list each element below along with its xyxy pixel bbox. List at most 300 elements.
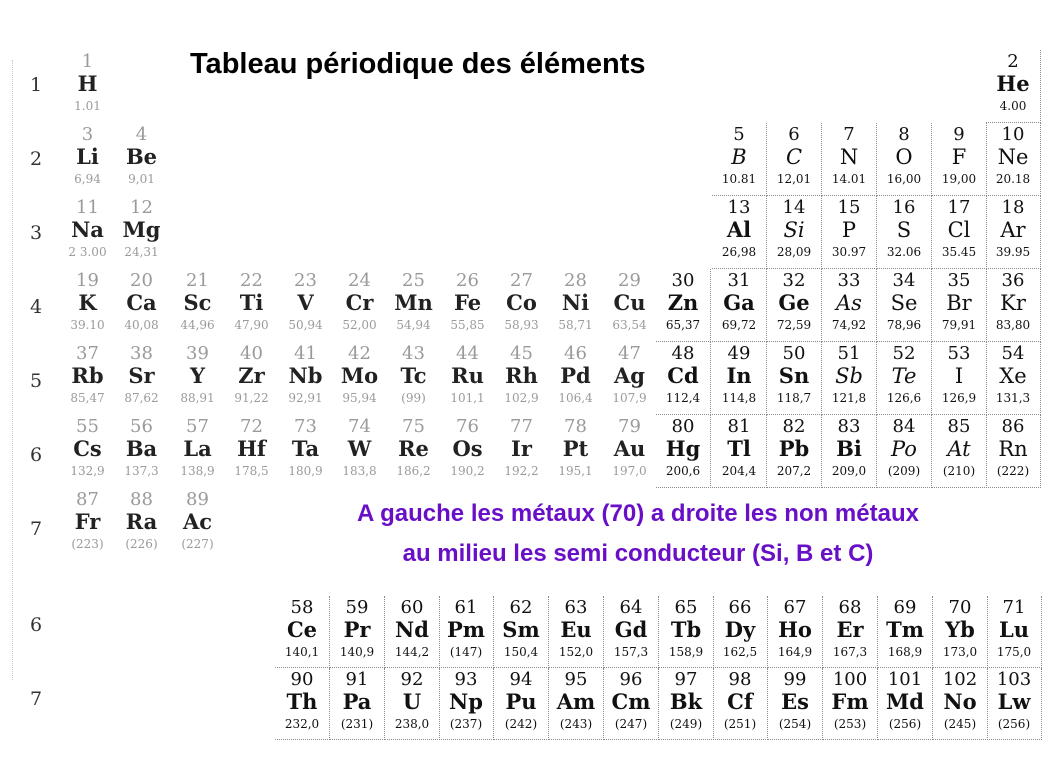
atomic-mass: (247)	[614, 717, 648, 731]
element-symbol: No	[943, 689, 977, 714]
atomic-number: 27	[510, 270, 533, 291]
element-y	[170, 342, 225, 415]
atomic-number: 67	[783, 597, 807, 618]
element-ce	[275, 596, 330, 668]
element-pt	[548, 415, 603, 488]
atomic-mass: 131,3	[995, 391, 1031, 405]
element-symbol: Hg	[665, 436, 701, 461]
element-symbol: Dy	[724, 617, 756, 642]
atomic-mass: 175,0	[996, 645, 1032, 659]
element-cf	[713, 668, 768, 740]
element-ca	[114, 269, 169, 342]
atomic-number: 34	[892, 270, 916, 291]
element-mn	[386, 269, 441, 342]
atomic-number: 95	[564, 669, 588, 690]
element-symbol: Br	[946, 291, 972, 315]
element-symbol: Cm	[611, 689, 651, 714]
element-es	[768, 668, 823, 740]
atomic-number: 49	[727, 343, 751, 364]
element-symbol: Se	[890, 291, 918, 315]
element-symbol: Gd	[614, 617, 648, 642]
element-symbol: Cr	[345, 290, 374, 315]
scan-edge-specks	[12, 60, 17, 680]
element-at	[932, 415, 987, 488]
element-mo	[332, 342, 387, 415]
element-ru	[440, 342, 495, 415]
atomic-number: 55	[76, 416, 99, 437]
atomic-number: 75	[402, 416, 425, 437]
atomic-number: 3	[81, 124, 94, 145]
element-sm	[494, 596, 549, 668]
element-cs	[60, 415, 115, 488]
element-symbol: Rb	[71, 363, 104, 388]
element-symbol: Sr	[128, 363, 155, 388]
element-symbol: Kr	[1000, 291, 1026, 315]
element-er	[823, 596, 878, 668]
element-symbol: Po	[891, 437, 917, 461]
element-yb	[933, 596, 988, 668]
element-symbol: Ti	[239, 290, 264, 315]
atomic-mass: 55,85	[450, 318, 485, 332]
element-symbol: Be	[125, 144, 158, 169]
atomic-mass: 92,91	[288, 391, 323, 405]
atomic-mass: 126,6	[886, 391, 922, 405]
atomic-number: 5	[733, 124, 745, 145]
atomic-number: 11	[76, 197, 99, 218]
atomic-mass: 28,09	[776, 245, 812, 259]
atomic-mass: (223)	[71, 537, 104, 551]
element-symbol: Xe	[999, 364, 1027, 388]
element-pr	[330, 596, 385, 668]
element-h	[60, 50, 115, 123]
element-tc	[386, 342, 441, 415]
element-ac	[170, 488, 225, 561]
element-re	[386, 415, 441, 488]
atomic-number: 83	[837, 416, 861, 437]
element-k	[60, 269, 115, 342]
element-pm	[439, 596, 494, 668]
atomic-number: 62	[509, 597, 533, 618]
element-po	[877, 415, 932, 488]
atomic-mass: 112,4	[665, 391, 701, 405]
atomic-mass: 132,9	[70, 464, 105, 478]
period-label: 5	[30, 370, 43, 392]
element-c	[767, 123, 822, 196]
atomic-number: 94	[509, 669, 533, 690]
element-ge	[767, 269, 822, 342]
element-symbol: Pd	[560, 363, 591, 388]
atomic-mass: 162,5	[722, 645, 758, 659]
atomic-mass: 121,8	[831, 391, 867, 405]
element-symbol: Lu	[998, 617, 1030, 642]
atomic-mass: (253)	[833, 717, 867, 731]
atomic-number: 45	[510, 343, 533, 364]
element-symbol: Ac	[182, 509, 213, 534]
atomic-number: 76	[456, 416, 479, 437]
atomic-mass: 10.81	[721, 172, 757, 186]
atomic-number: 16	[892, 197, 916, 218]
element-bi	[822, 415, 877, 488]
element-s	[877, 196, 932, 269]
element-tb	[659, 596, 714, 668]
element-hf	[224, 415, 279, 488]
element-symbol: Np	[449, 689, 483, 714]
element-symbol: Th	[286, 689, 318, 714]
atomic-number: 17	[947, 197, 971, 218]
element-symbol: La	[183, 436, 212, 461]
atomic-number: 54	[1001, 343, 1025, 364]
atomic-mass: 58,93	[504, 318, 539, 332]
atomic-mass: 106,4	[558, 391, 593, 405]
element-symbol: Eu	[560, 617, 592, 642]
atomic-number: 63	[564, 597, 588, 618]
atomic-mass: 44,96	[180, 318, 215, 332]
period-label: 4	[30, 296, 43, 318]
atomic-mass: 186,2	[396, 464, 431, 478]
element-symbol: Am	[556, 689, 596, 714]
atomic-mass: 140,1	[284, 645, 320, 659]
atomic-mass: 91,22	[234, 391, 269, 405]
element-tl	[712, 415, 767, 488]
atomic-mass: 209,0	[831, 464, 867, 478]
atomic-mass: 20.18	[995, 172, 1031, 186]
element-symbol: Mg	[122, 217, 161, 242]
element-ne	[986, 123, 1041, 196]
element-symbol: In	[726, 363, 752, 388]
element-symbol: Ni	[561, 290, 590, 315]
element-symbol: Te	[891, 364, 917, 388]
atomic-number: 103	[996, 669, 1032, 690]
atomic-mass: 83,80	[995, 318, 1031, 332]
element-symbol: Ce	[286, 617, 318, 642]
atomic-number: 82	[782, 416, 806, 437]
element-symbol: Pr	[343, 617, 371, 642]
element-symbol: B	[731, 145, 747, 169]
element-ni	[548, 269, 603, 342]
atomic-mass: (210)	[942, 464, 976, 478]
element-ta	[278, 415, 333, 488]
atomic-mass: 12,01	[776, 172, 812, 186]
atomic-number: 2	[1007, 51, 1019, 72]
atomic-mass: 72,59	[776, 318, 812, 332]
atomic-number: 65	[674, 597, 698, 618]
element-bk	[659, 668, 714, 740]
atomic-mass: 54,94	[396, 318, 431, 332]
element-hg	[656, 415, 711, 488]
page-title: Tableau périodique des éléments	[190, 48, 646, 80]
atomic-number: 71	[1002, 597, 1026, 618]
element-symbol: Sm	[502, 617, 540, 642]
atomic-number: 98	[728, 669, 752, 690]
element-symbol: Zn	[667, 290, 699, 315]
element-symbol: Cd	[667, 363, 699, 388]
element-fm	[823, 668, 878, 740]
atomic-mass: 190,2	[450, 464, 485, 478]
element-v	[278, 269, 333, 342]
element-symbol: Bi	[836, 436, 862, 461]
atomic-number: 36	[1001, 270, 1025, 291]
atomic-number: 93	[454, 669, 478, 690]
element-symbol: He	[996, 71, 1030, 96]
element-np	[439, 668, 494, 740]
element-symbol: Tm	[886, 617, 924, 642]
element-symbol: Fr	[74, 509, 101, 534]
atomic-number: 29	[618, 270, 641, 291]
atomic-number: 1	[81, 51, 94, 72]
atomic-mass: 152,0	[558, 645, 594, 659]
element-symbol: Pu	[505, 689, 537, 714]
atomic-mass: (222)	[996, 464, 1030, 478]
atomic-number: 43	[402, 343, 425, 364]
element-symbol: Fe	[453, 290, 482, 315]
element-zn	[656, 269, 711, 342]
atomic-number: 73	[294, 416, 317, 437]
atomic-number: 72	[240, 416, 263, 437]
atomic-mass: 40,08	[124, 318, 159, 332]
element-br	[932, 269, 987, 342]
atomic-number: 96	[619, 669, 643, 690]
element-symbol: Rn	[998, 437, 1028, 461]
element-symbol: Tl	[727, 436, 751, 461]
element-si	[767, 196, 822, 269]
element-cl	[932, 196, 987, 269]
atomic-mass: (209)	[887, 464, 921, 478]
element-symbol: Pt	[562, 436, 589, 461]
atomic-mass: (231)	[340, 717, 374, 731]
element-symbol: Sn	[778, 363, 810, 388]
atomic-number: 41	[294, 343, 317, 364]
element-f	[932, 123, 987, 196]
element-symbol: Re	[398, 436, 429, 461]
element-symbol: Ra	[125, 509, 158, 534]
element-zr	[224, 342, 279, 415]
element-rn	[986, 415, 1041, 488]
period-label: 6	[30, 614, 43, 636]
atomic-number: 6	[788, 124, 800, 145]
element-no	[933, 668, 988, 740]
element-symbol: Ca	[126, 290, 157, 315]
atomic-number: 24	[348, 270, 371, 291]
element-li	[60, 123, 115, 196]
element-symbol: Ta	[291, 436, 320, 461]
atomic-number: 25	[402, 270, 425, 291]
atomic-mass: (245)	[943, 717, 977, 731]
atomic-mass: (243)	[559, 717, 593, 731]
atomic-mass: 14.01	[831, 172, 867, 186]
atomic-number: 22	[240, 270, 263, 291]
atomic-number: 80	[671, 416, 695, 437]
element-co	[494, 269, 549, 342]
atomic-mass: (249)	[669, 717, 703, 731]
element-ag	[602, 342, 657, 415]
element-symbol: Er	[836, 617, 864, 642]
element-kr	[986, 269, 1041, 342]
atomic-mass: 30.97	[831, 245, 867, 259]
element-ar	[986, 196, 1041, 269]
element-symbol: Ge	[778, 290, 810, 315]
atomic-number: 44	[456, 343, 479, 364]
atomic-mass: 50,94	[288, 318, 323, 332]
element-symbol: Ru	[451, 363, 484, 388]
atomic-mass: (237)	[449, 717, 483, 731]
atomic-number: 57	[186, 416, 209, 437]
atomic-number: 42	[348, 343, 371, 364]
atomic-mass: 173,0	[942, 645, 978, 659]
element-symbol: Lw	[997, 689, 1031, 714]
atomic-mass: 118,7	[776, 391, 812, 405]
element-symbol: Cu	[613, 290, 646, 315]
element-symbol: Co	[506, 290, 537, 315]
atomic-number: 61	[454, 597, 478, 618]
element-symbol: Pb	[778, 436, 810, 461]
atomic-mass: 144,2	[394, 645, 430, 659]
element-pb	[767, 415, 822, 488]
atomic-number: 40	[240, 343, 263, 364]
element-th	[275, 668, 330, 740]
atomic-mass: 4.00	[999, 99, 1027, 113]
element-u	[385, 668, 440, 740]
element-symbol: Mn	[394, 290, 433, 315]
atomic-number: 68	[838, 597, 862, 618]
element-au	[602, 415, 657, 488]
atomic-number: 8	[898, 124, 910, 145]
element-symbol: Es	[781, 689, 809, 714]
element-fr	[60, 488, 115, 561]
element-symbol: Hf	[237, 436, 266, 461]
atomic-mass: (256)	[888, 717, 922, 731]
element-symbol: Yb	[945, 617, 975, 642]
element-ho	[768, 596, 823, 668]
period-label: 2	[30, 148, 43, 170]
element-symbol: Cl	[947, 218, 971, 242]
period-label: 1	[30, 74, 43, 96]
element-symbol: Y	[190, 363, 205, 388]
element-symbol: Zr	[238, 363, 265, 388]
atomic-mass: 39.95	[995, 245, 1031, 259]
atomic-number: 26	[456, 270, 479, 291]
atomic-mass: 164,9	[777, 645, 813, 659]
atomic-mass: 1.01	[74, 99, 101, 113]
atomic-mass: 79,91	[941, 318, 977, 332]
element-symbol: Pa	[342, 689, 372, 714]
atomic-number: 37	[76, 343, 99, 364]
atomic-number: 56	[130, 416, 153, 437]
atomic-number: 50	[782, 343, 806, 364]
element-lw	[987, 668, 1042, 740]
element-cu	[602, 269, 657, 342]
element-symbol: N	[839, 145, 859, 169]
atomic-mass: 52,00	[342, 318, 377, 332]
atomic-mass: 197,0	[612, 464, 647, 478]
atomic-mass: 107,9	[612, 391, 647, 405]
element-n	[822, 123, 877, 196]
atomic-number: 89	[186, 489, 209, 510]
atomic-mass: 204,4	[721, 464, 757, 478]
element-symbol: Ar	[1000, 218, 1026, 242]
element-se	[877, 269, 932, 342]
element-symbol: S	[896, 218, 912, 242]
element-symbol: Na	[71, 217, 104, 242]
atomic-mass: 126,9	[941, 391, 977, 405]
atomic-mass: 39.10	[70, 318, 105, 332]
element-symbol: V	[297, 290, 314, 315]
element-mg	[114, 196, 169, 269]
atomic-mass: 6,94	[74, 172, 101, 186]
element-symbol: At	[947, 437, 971, 461]
element-symbol: Tb	[670, 617, 702, 642]
element-symbol: Cf	[727, 689, 753, 714]
atomic-mass: (254)	[778, 717, 812, 731]
atomic-number: 31	[727, 270, 751, 291]
atomic-number: 88	[130, 489, 153, 510]
element-sn	[767, 342, 822, 415]
element-symbol: H	[77, 71, 98, 96]
atomic-mass: 32.06	[886, 245, 922, 259]
atomic-number: 85	[947, 416, 971, 437]
atomic-number: 48	[671, 343, 695, 364]
atomic-mass: 192,2	[504, 464, 539, 478]
element-symbol: Bk	[669, 689, 703, 714]
atomic-number: 12	[130, 197, 153, 218]
element-pd	[548, 342, 603, 415]
element-symbol: Fm	[831, 689, 869, 714]
atomic-mass: 167,3	[832, 645, 868, 659]
atomic-mass: (251)	[723, 717, 757, 731]
element-symbol: Ag	[614, 363, 645, 388]
element-nd	[385, 596, 440, 668]
atomic-mass: 183,8	[342, 464, 377, 478]
atomic-number: 70	[948, 597, 972, 618]
note-line-1: A gauche les métaux (70) a droite les non métaux	[357, 500, 919, 527]
atomic-mass: 101,1	[450, 391, 485, 405]
atomic-number: 10	[1001, 124, 1025, 145]
element-symbol: Md	[886, 689, 924, 714]
atomic-number: 58	[290, 597, 314, 618]
atomic-number: 79	[618, 416, 641, 437]
atomic-mass: 232,0	[284, 717, 320, 731]
atomic-number: 35	[947, 270, 971, 291]
element-ti	[224, 269, 279, 342]
atomic-mass: 69,72	[721, 318, 757, 332]
element-w	[332, 415, 387, 488]
element-symbol: Cs	[73, 436, 102, 461]
atomic-number: 52	[892, 343, 916, 364]
atomic-mass: 2 3.00	[68, 245, 107, 259]
atomic-mass: 24,31	[124, 245, 159, 259]
element-al	[712, 196, 767, 269]
atomic-mass: (226)	[125, 537, 158, 551]
element-symbol: Ir	[511, 436, 532, 461]
element-lu	[987, 596, 1042, 668]
element-in	[712, 342, 767, 415]
atomic-mass: 19,00	[941, 172, 977, 186]
atomic-number: 64	[619, 597, 643, 618]
period-label: 7	[30, 518, 43, 540]
note-line-2: au milieu les semi conducteur (Si, B et C)	[402, 540, 874, 567]
atomic-mass: 88,91	[180, 391, 215, 405]
atomic-number: 101	[887, 669, 923, 690]
atomic-number: 102	[942, 669, 978, 690]
element-symbol: F	[951, 145, 967, 169]
element-b	[712, 123, 767, 196]
element-cm	[604, 668, 659, 740]
atomic-mass: 95,94	[342, 391, 377, 405]
element-symbol: Si	[783, 218, 805, 242]
atomic-number: 53	[947, 343, 971, 364]
element-tm	[878, 596, 933, 668]
element-ga	[712, 269, 767, 342]
element-symbol: Mo	[340, 363, 379, 388]
